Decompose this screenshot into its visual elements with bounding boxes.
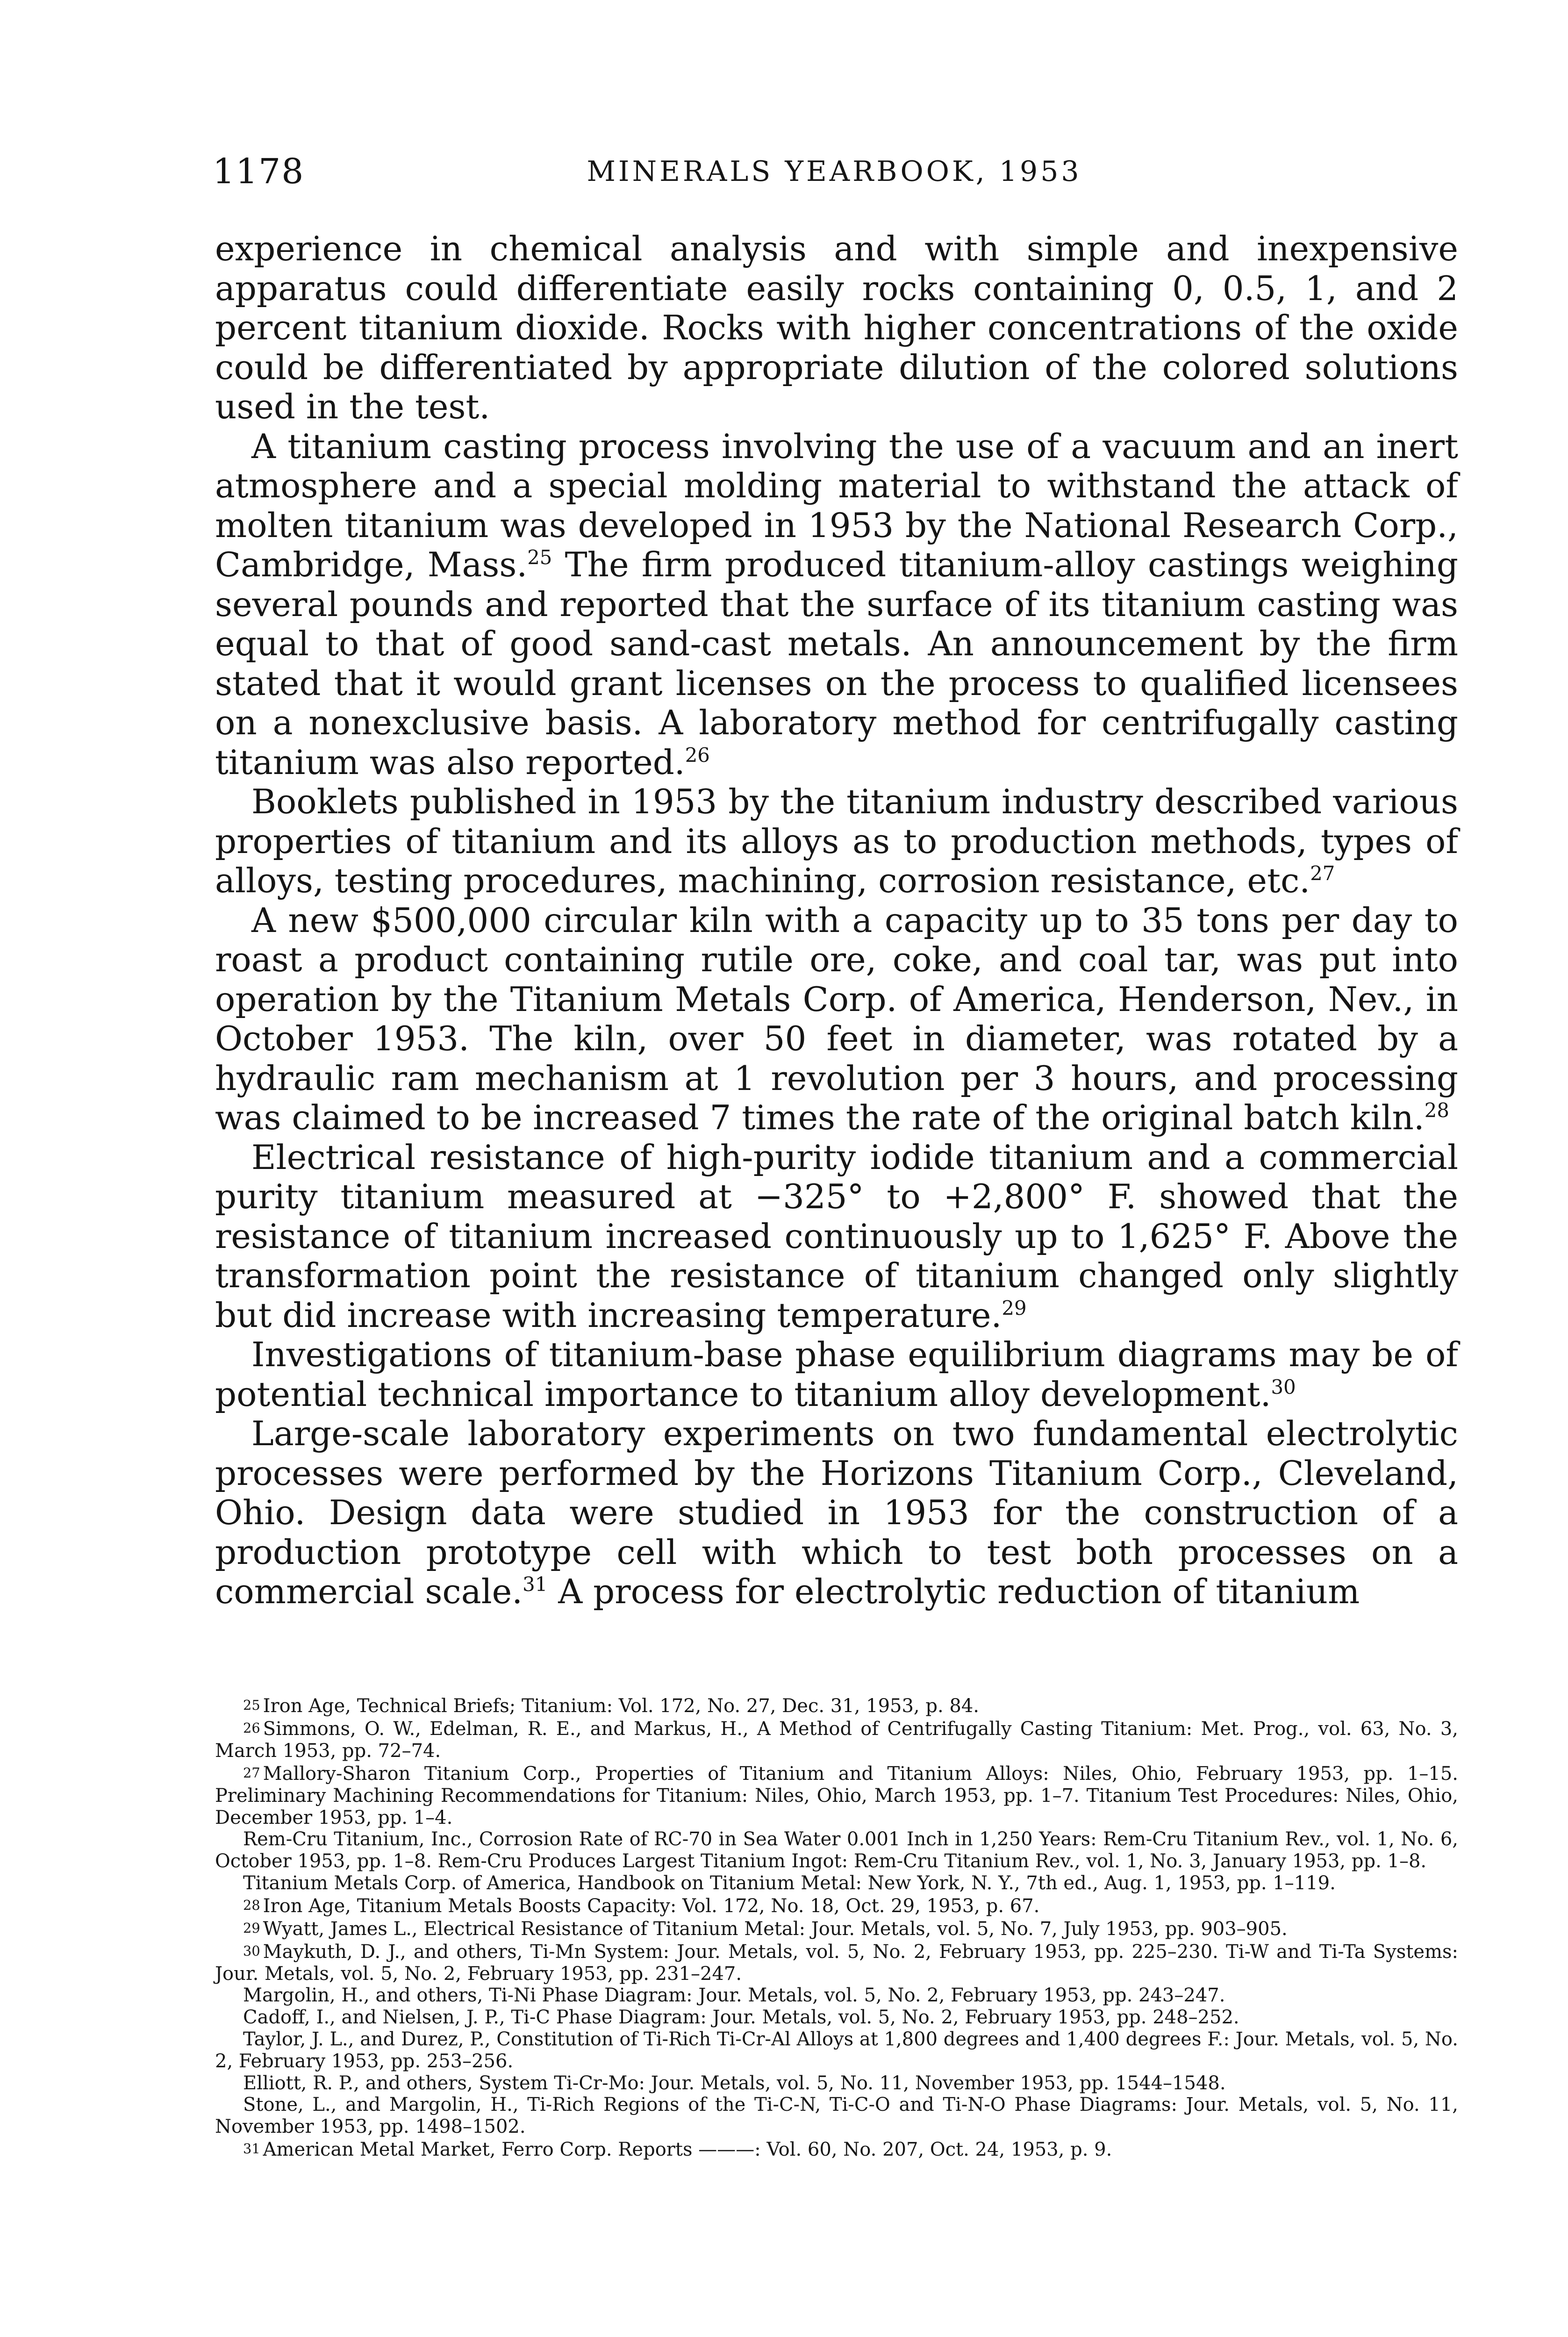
paragraph-text: Investigations of titanium-base phase equilibrium diagrams may be of potential technical importance to titanium alloy development. [215, 1335, 1458, 1414]
footnote-text: Titanium Metals Corp. of America, Handbook on Titanium Metal: New York, N. Y., 7th ed., Aug. 1, 1953, pp. 1–119. [243, 1872, 1336, 1894]
paragraph-text: Electrical resistance of high-purity iodide titanium and a commercial purity titanium measured at −325° to +2,800° F. showed that the resistance of titanium increased continuously up to 1,625° F. Above the transformation point the resistance of titanium changed only slightly but did increase with increasing temperature. [215, 1137, 1458, 1335]
footnote-continuation [215, 2007, 1458, 2029]
paragraph-text: A process for electrolytic reduction of titanium [547, 1572, 1360, 1611]
footnote-text: Iron Age, Titanium Metals Boosts Capacity: Vol. 172, No. 18, Oct. 29, 1953, p. 67. [263, 1895, 1040, 1917]
footnote-number: 27 [243, 1764, 260, 1781]
footnote [215, 2138, 1458, 2161]
page-number: 1178 [213, 151, 305, 192]
footnote-ref: 31 [523, 1573, 548, 1596]
footnote-ref: 26 [685, 743, 710, 767]
footnote [215, 1894, 1458, 1917]
paragraph-text: The firm produced titanium-alloy castings weighing several pounds and reported that the surface of its titanium casting was equal to that of good sand-cast metals. An announcement by the firm stated that it would grant licenses on the process to qualified licensees on a nonexclusive basis. A laboratory method for centrifugally casting titanium was also reported. [215, 545, 1458, 782]
footnote-number: 31 [243, 2140, 260, 2157]
paragraph-text: experience in chemical analysis and with simple and inexpensive apparatus could differentiate easily rocks containing 0, 0.5, 1, and 2 percent titanium dioxide. Rocks with higher concentrations of the oxide could be differentiated by appropriate dilution of the colored solutions used in the test. [215, 229, 1458, 426]
footnote-ref: 28 [1424, 1099, 1449, 1122]
paragraph [215, 229, 1458, 427]
footnote-continuation [215, 2094, 1458, 2138]
footnote-number: 26 [243, 1720, 260, 1736]
footnote-ref: 30 [1271, 1375, 1296, 1398]
paragraph [215, 427, 1458, 782]
footnote-ref: 27 [1310, 862, 1335, 885]
paragraph [215, 1414, 1458, 1612]
footnote-text: Simmons, O. W., Edelman, R. E., and Markus, H., A Method of Centrifugally Casting Titanium: Met. Prog., vol. 63, No. 3, March 1953, pp. 72–74. [215, 1718, 1458, 1762]
footnote-continuation [215, 2072, 1458, 2094]
footnote-continuation [215, 2029, 1458, 2072]
footnote-number: 29 [243, 1920, 260, 1936]
footnote-text: Margolin, H., and others, Ti-Ni Phase Diagram: Jour. Metals, vol. 5, No. 2, February 1953, pp. 243–247. [243, 1985, 1225, 2007]
paragraph [215, 1335, 1458, 1414]
footnote-text: Mallory-Sharon Titanium Corp., Properties of Titanium and Titanium Alloys: Niles, Ohio, February 1953, pp. 1–15. Preliminary Machining Recommendations for Titanium: Niles, Ohio, March 1953, pp. 1–7. Titanium Test Procedures: Niles, Ohio, December 1953, pp. 1–4. [215, 1763, 1458, 1828]
body-text [215, 229, 1458, 1612]
paragraph [215, 901, 1458, 1138]
footnote [215, 1762, 1458, 1829]
footnote-text: Stone, L., and Margolin, H., Ti-Rich Regions of the Ti-C-N, Ti-C-O and Ti-N-O Phase Diagrams: Jour. Metals, vol. 5, No. 11, November 1953, pp. 1498–1502. [215, 2094, 1458, 2138]
running-title: MINERALS YEARBOOK, 1953 [587, 155, 1082, 188]
footnote-text: Iron Age, Technical Briefs; Titanium: Vol. 172, No. 27, Dec. 31, 1953, p. 84. [263, 1695, 979, 1717]
footnote-text: Maykuth, D. J., and others, Ti-Mn System: Jour. Metals, vol. 5, No. 2, February 1953, pp. 225–230. Ti-W and Ti-Ta Systems: Jour. Metals, vol. 5, No. 2, February 1953, pp. 231–247. [215, 1941, 1458, 1985]
footnote-text: Elliott, R. P., and others, System Ti-Cr-Mo: Jour. Metals, vol. 5, No. 11, November 1953, pp. 1544–1548. [243, 2072, 1226, 2094]
footnote-continuation [215, 1872, 1458, 1894]
footnote-continuation [215, 1985, 1458, 2007]
paragraph [215, 782, 1458, 901]
footnote-text: Wyatt, James L., Electrical Resistance of Titanium Metal: Jour. Metals, vol. 5, No. 7, July 1953, pp. 903–905. [263, 1918, 1288, 1940]
footnote-text: American Metal Market, Ferro Corp. Reports ———: Vol. 60, No. 207, Oct. 24, 1953, p. 9. [263, 2139, 1112, 2161]
paragraph-text: A titanium casting process involving the use of a vacuum and an inert atmosphere and a special molding material to withstand the attack of molten titanium was developed in 1953 by the National Research Corp., Cambridge, Mass. [215, 426, 1458, 584]
footnote [215, 1940, 1458, 1985]
footnote-text: Rem-Cru Titanium, Inc., Corrosion Rate of RC-70 in Sea Water 0.001 Inch in 1,250 Years: Rem-Cru Titanium Rev., vol. 1, No. 6, October 1953, pp. 1–8. Rem-Cru Produces Largest Titanium Ingot: Rem-Cru Titanium Rev., vol. 1, No. 3, January 1953, pp. 1–8. [215, 1828, 1458, 1872]
footnote-number: 28 [243, 1897, 260, 1913]
footnote-text: Cadoff, I., and Nielsen, J. P., Ti-C Phase Diagram: Jour. Metals, vol. 5, No. 2, February 1953, pp. 248–252. [243, 2007, 1239, 2029]
footnote [215, 1917, 1458, 1940]
footnote-ref: 29 [1002, 1296, 1027, 1319]
footnote-number: 25 [243, 1697, 260, 1713]
footnote-ref: 25 [527, 546, 552, 569]
footnotes [215, 1694, 1458, 2161]
paragraph [215, 1138, 1458, 1335]
footnote-text: Taylor, J. L., and Durez, P., Constitution of Ti-Rich Ti-Cr-Al Alloys at 1,800 degrees and 1,400 degrees F.: Jour. Metals, vol. 5, No. 2, February 1953, pp. 253–256. [215, 2028, 1458, 2072]
paragraph-text: A new $500,000 circular kiln with a capacity up to 35 tons per day to roast a product containing rutile ore, coke, and coal tar, was put into operation by the Titanium Metals Corp. of America, Henderson, Nev., in October 1953. The kiln, over 50 feet in diameter, was rotated by a hydraulic ram mechanism at 1 revolution per 3 hours, and processing was claimed to be increased 7 times the rate of the original batch kiln. [215, 900, 1458, 1137]
footnote-continuation [215, 1828, 1458, 1872]
footnote [215, 1717, 1458, 1762]
paragraph-text: Large-scale laboratory experiments on two fundamental electrolytic processes were performed by the Horizons Titanium Corp., Cleveland, Ohio. Design data were studied in 1953 for the construction of a production prototype cell with which to test both processes on a commercial scale. [215, 1414, 1458, 1611]
page-header [213, 146, 1456, 197]
footnote [215, 1694, 1458, 1717]
footnote-number: 30 [243, 1943, 260, 1959]
paragraph-text: Booklets published in 1953 by the titanium industry described various properties of titanium and its alloys as to production methods, types of alloys, testing procedures, machining, corrosion resistance, etc. [215, 782, 1458, 900]
